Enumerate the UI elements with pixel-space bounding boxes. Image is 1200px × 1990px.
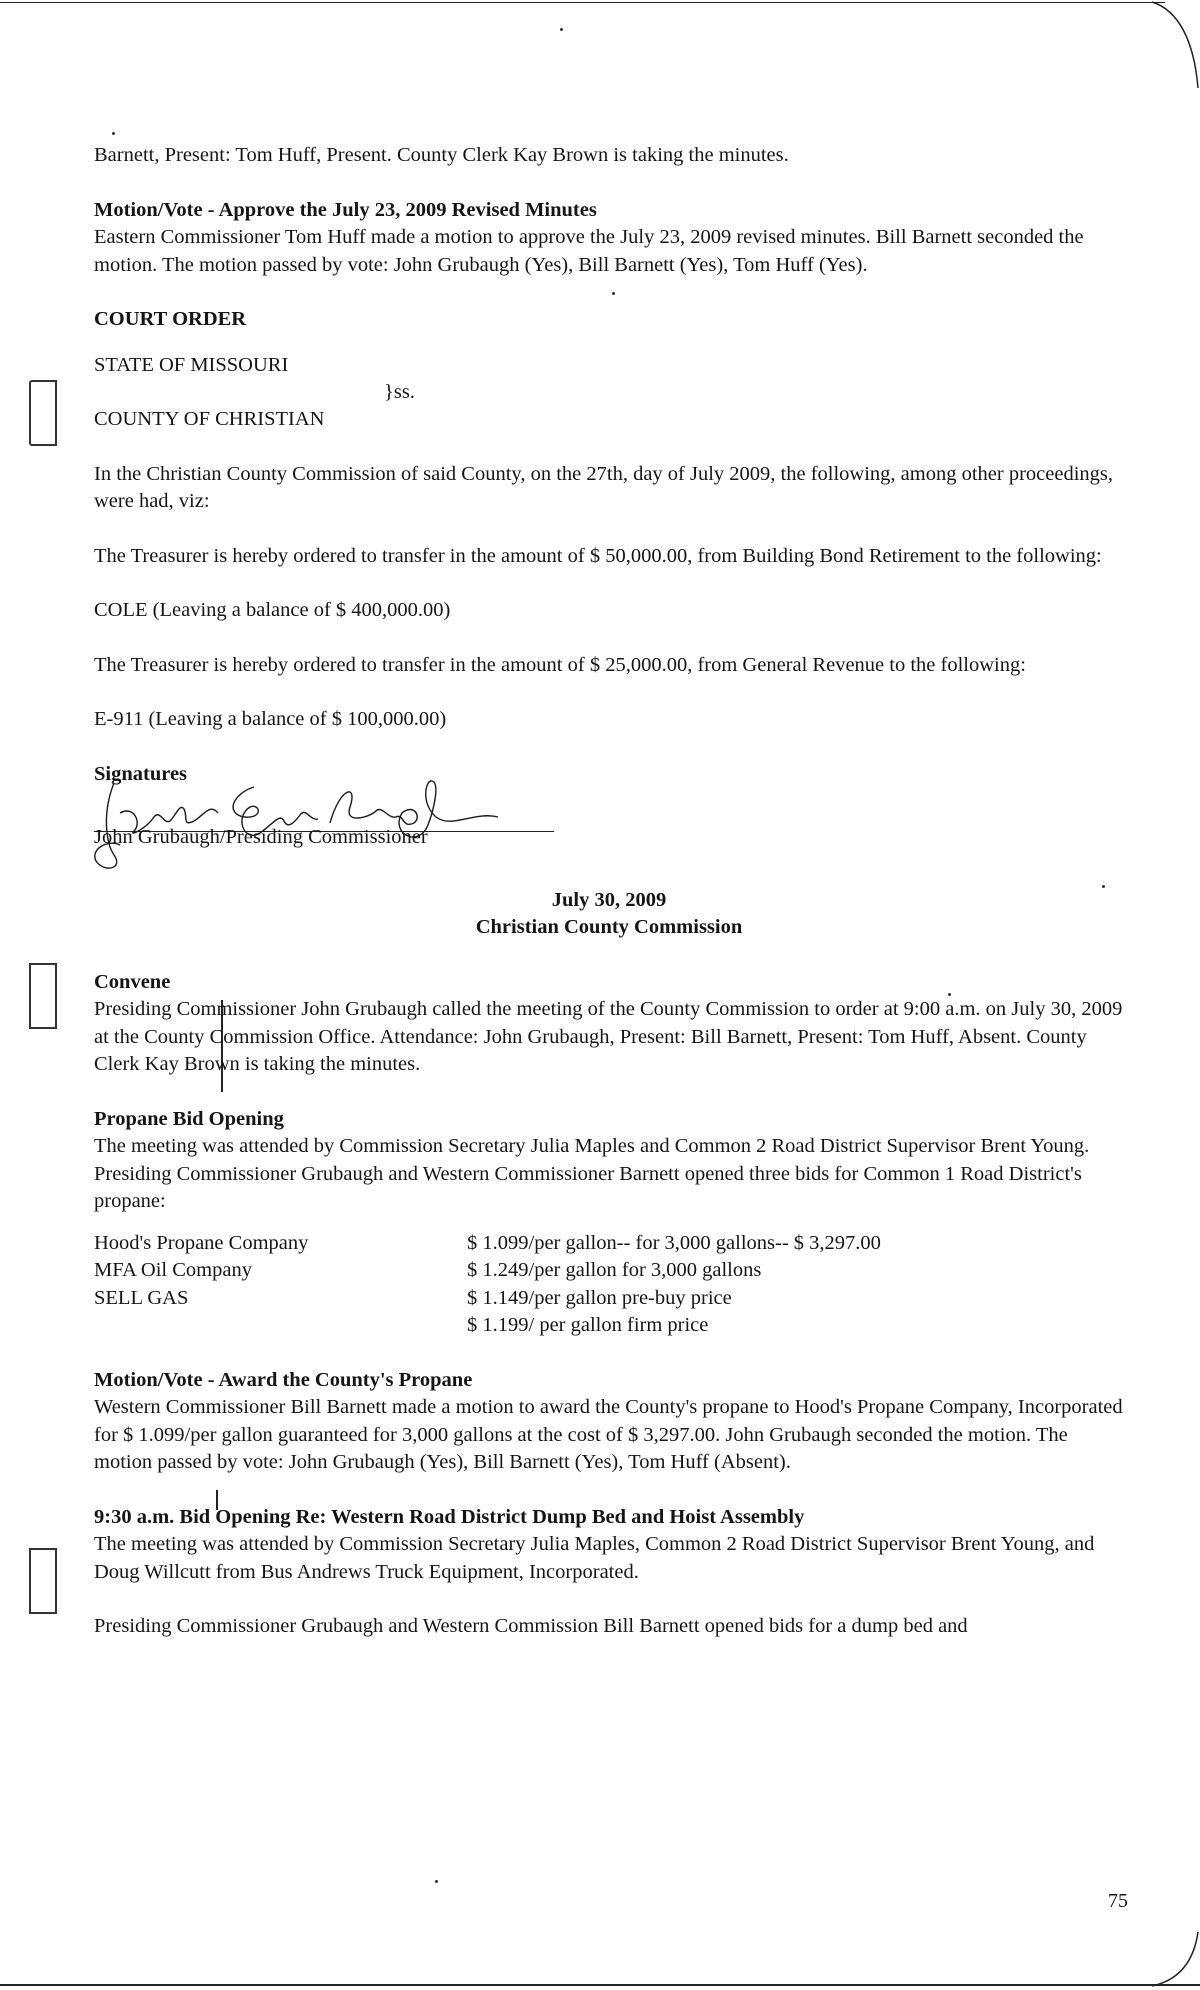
scan-corner-curve-bottom: [1150, 1930, 1200, 1990]
propane-bid-description: Presiding Commissioner Grubaugh and Western Commissioner Barnett opened three bids for Common 1 Road District's propane:: [94, 1162, 1082, 1212]
punch-hole-top: [29, 380, 57, 446]
propane-bid-table: [94, 1230, 1124, 1340]
propane-bid-heading: Propane Bid Opening: [94, 1107, 284, 1130]
signature-block: [94, 761, 1124, 853]
motion-award-propane-heading: Motion/Vote - Award the County's Propane: [94, 1368, 473, 1391]
transfer-order-1: The Treasurer is hereby ordered to transfer in the amount of $ 50,000.00, from Building Bond Retirement to the following:: [94, 544, 1102, 567]
transfer-order-2: The Treasurer is hereby ordered to transfer in the amount of $ 25,000.00, from General Revenue to the following:: [94, 653, 1026, 676]
convene-heading: Convene: [94, 970, 171, 993]
venue-ss: }ss.: [384, 380, 415, 403]
transfer-target-1: COLE (Leaving a balance of $ 400,000.00): [94, 599, 451, 621]
bid-row: [94, 1285, 1124, 1313]
page-number: 75: [1108, 1890, 1128, 1912]
signatures-heading: Signatures: [94, 762, 188, 785]
scan-edge-top: [0, 2, 1165, 3]
convene-body: Presiding Commissioner John Grubaugh called the meeting of the County Commission to order at 9:00 a.m. on July 30, 2009 at the County Commission Office. Attendance: John Grubaugh, Present: Bill Barnett, Present: Tom Huff, Absent. County Clerk Kay Brown is taking the minutes.: [94, 998, 1123, 1075]
meeting-body: Christian County Commission: [475, 916, 743, 938]
bid-row: [94, 1257, 1124, 1285]
dump-bed-bid-heading: 9:30 a.m. Bid Opening Re: Western Road District Dump Bed and Hoist Assembly: [94, 1505, 805, 1528]
venue-county: COUNTY OF CHRISTIAN: [94, 408, 325, 430]
court-order-preamble: In the Christian County Commission of said County, on the 27th, day of July 2009, the following, among other proceedings, were had, viz:: [94, 462, 1114, 512]
dump-bed-bid-attendance: The meeting was attended by Commission Secretary Julia Maples, Common 2 Road District Supervisor Brent Young, and Doug Willcutt from Bus Andrews Truck Equipment, Incorporated.: [94, 1533, 1095, 1583]
transfer-target-2: E-911 (Leaving a balance of $ 100,000.00): [94, 708, 447, 730]
speck: [112, 132, 115, 135]
attendance-continuation: Barnett, Present: Tom Huff, Present. County Clerk Kay Brown is taking the minutes.: [94, 144, 789, 166]
scan-edge-bottom: [0, 1984, 1200, 1986]
motion-approve-minutes-body: Eastern Commissioner Tom Huff made a motion to approve the July 23, 2009 revised minutes. Bill Barnett seconded the motion. The motion passed by vote: John Grubaugh (Yes), Bill Barnett (Yes), Tom Huff (Yes).: [94, 226, 1084, 276]
propane-bid-attendance: The meeting was attended by Commission Secretary Julia Maples and Common 2 Road District Supervisor Brent Young.: [94, 1135, 1090, 1157]
minutes-document: [94, 142, 1124, 1641]
venue-state: STATE OF MISSOURI: [94, 353, 289, 376]
speck: [435, 1880, 438, 1883]
punch-hole-middle: [29, 963, 57, 1029]
scan-corner-curve: [1150, 0, 1200, 90]
bid-company: Hood's Propane Company: [94, 1231, 309, 1254]
signer-name: John Grubaugh/Presiding Commissioner: [94, 825, 428, 848]
bid-company: MFA Oil Company: [94, 1259, 252, 1281]
court-order-heading: COURT ORDER: [94, 308, 247, 330]
bid-row: [94, 1230, 1124, 1258]
bid-price: $ 1.249/per gallon for 3,000 gallons: [467, 1259, 762, 1281]
motion-award-propane-body: Western Commissioner Bill Barnett made a motion to award the County's propane to Hood's Propane Company, Incorporated for $ 1.099/per gallon guaranteed for 3,000 gallons at the cost of $ 3,297.00. John Grubaugh seconded the motion. The motion passed by vote: John Grubaugh (Yes), Bill Barnett (Yes), Tom Huff (Absent).: [94, 1396, 1123, 1473]
punch-hole-bottom: [29, 1548, 57, 1614]
speck: [560, 28, 563, 31]
bid-price: $ 1.199/ per gallon firm price: [467, 1314, 709, 1336]
bid-row: [94, 1312, 1124, 1340]
dump-bed-bid-description: Presiding Commissioner Grubaugh and Western Commission Bill Barnett opened bids for a dump bed and: [94, 1615, 968, 1637]
bid-price: $ 1.149/per gallon pre-buy price: [467, 1286, 732, 1309]
bid-company: SELL GAS: [94, 1286, 189, 1309]
meeting-date: July 30, 2009: [551, 888, 667, 911]
bid-price: $ 1.099/per gallon-- for 3,000 gallons-- $ 3,297.00: [467, 1231, 881, 1254]
venue-block: [94, 352, 1124, 434]
bid-company: [94, 1312, 467, 1340]
motion-approve-minutes-heading: Motion/Vote - Approve the July 23, 2009 Revised Minutes: [94, 198, 597, 221]
